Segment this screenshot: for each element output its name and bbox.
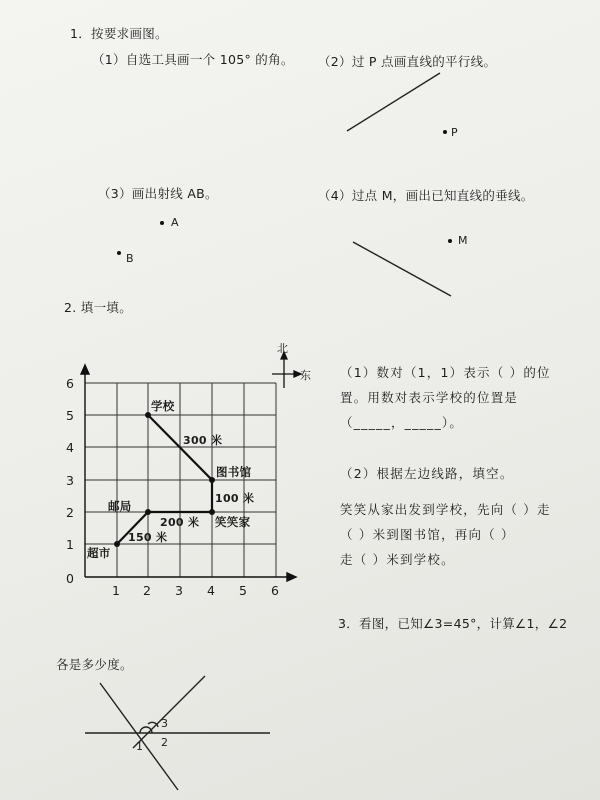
y-tick-6: 6 — [66, 376, 75, 391]
given-line-parallel — [347, 73, 440, 131]
label-p: P — [451, 126, 458, 139]
y-tick-0: 0 — [66, 571, 75, 586]
x-tick-3: 3 — [175, 583, 184, 598]
angle-label-3: 3 — [161, 717, 169, 730]
angle-label-2: 2 — [161, 736, 169, 749]
y-tick-1: 1 — [66, 537, 75, 552]
label-library: 图书馆 — [216, 465, 252, 479]
section1-title: 1．按要求画图。 — [70, 26, 168, 41]
fill-q1-line2: 置。用数对表示学校的位置是 — [340, 390, 519, 405]
section3-continuation: 各是多少度。 — [56, 657, 133, 672]
x-tick-1: 1 — [112, 583, 121, 598]
x-tick-4: 4 — [207, 583, 216, 598]
label-home: 笑笑家 — [215, 515, 251, 529]
angle-label-1: 1 — [136, 740, 144, 753]
fill-q2-title: （2）根据左边线路，填空。 — [340, 466, 514, 481]
coordinate-grid — [85, 383, 276, 577]
fill-q2-line2: （ ）米到图书馆，再向（ ） — [340, 527, 515, 542]
axes — [81, 365, 296, 581]
x-tick-5: 5 — [239, 583, 248, 598]
x-tick-6: 6 — [271, 583, 280, 598]
angle-figure — [85, 676, 270, 790]
dist-school-library: 300 米 — [183, 434, 223, 447]
section2-title: 2. 填一填。 — [64, 300, 132, 315]
question-1-1: （1）自选工具画一个 105° 的角。 — [92, 52, 294, 67]
compass-arrows — [272, 352, 301, 388]
y-tick-3: 3 — [66, 473, 75, 488]
label-b: B — [126, 252, 134, 265]
fill-q2-line1: 笑笑从家出发到学校，先向（ ）走 — [340, 502, 551, 517]
label-post-office: 邮局 — [108, 499, 132, 513]
y-tick-5: 5 — [66, 408, 75, 423]
label-a: A — [171, 216, 179, 229]
label-school: 学校 — [151, 399, 175, 413]
north-label: 北 — [277, 342, 289, 355]
label-supermarket: 超市 — [87, 546, 111, 560]
question-1-3: （3）画出射线 AB。 — [98, 186, 218, 201]
y-tick-2: 2 — [66, 505, 75, 520]
fill-q2-line3: 走（ ）米到学校。 — [340, 552, 455, 567]
dist-library-home: 100 米 — [215, 492, 255, 505]
y-tick-4: 4 — [66, 440, 75, 455]
fill-q1-line1: （1）数对（1，1）表示（ ）的位 — [340, 365, 551, 380]
fill-q1-line3: （_____，_____）。 — [340, 415, 464, 430]
label-m: M — [458, 234, 468, 247]
east-label: 东 — [300, 369, 312, 382]
given-line-perpendicular — [353, 242, 451, 296]
x-tick-2: 2 — [143, 583, 152, 598]
question-1-4: （4）过点 M，画出已知直线的垂线。 — [318, 188, 534, 203]
question-1-2: （2）过 P 点画直线的平行线。 — [318, 54, 497, 69]
section3-title: 3．看图，已知∠3=45°，计算∠1，∠2 — [338, 616, 568, 631]
dist-home-post: 200 米 — [160, 516, 200, 529]
dist-post-market: 150 米 — [128, 531, 168, 544]
